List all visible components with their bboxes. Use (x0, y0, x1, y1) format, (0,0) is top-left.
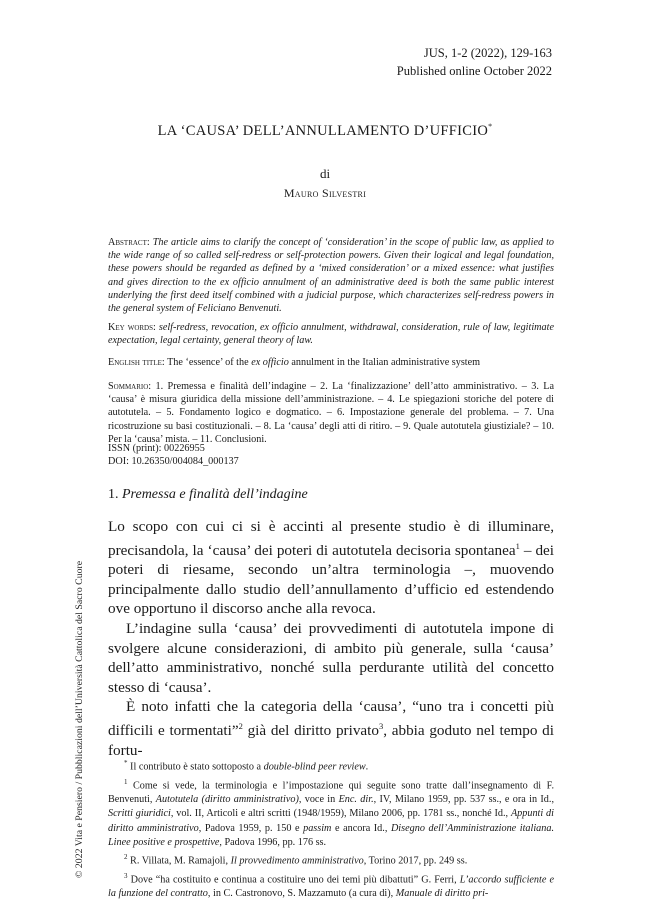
footnote-ref: 3 (378, 721, 384, 731)
footnote (108, 756, 554, 775)
title-footnote-mark: * (488, 122, 493, 131)
footnote-emphasis: Il provvedimento amministrativo (230, 855, 364, 867)
copyright-sidebar: © 2022 Vita e Pensiero / Pubblicazioni dell’Università Cattolica del Sacro Cuore (74, 560, 85, 878)
footnote-text: , Padova 1996, pp. 176 ss. (219, 836, 327, 848)
footnote-emphasis: Autotutela (diritto amministrativo) (155, 794, 299, 806)
publication-date: Published online October 2022 (396, 64, 552, 78)
journal-citation: JUS, 1-2 (2022), 129-163 (423, 46, 552, 60)
english-title-label: English title: (108, 357, 165, 368)
footnote-mark: 1 (124, 777, 128, 786)
author-name: Mauro Silvestri (283, 186, 367, 200)
footnote (108, 775, 554, 850)
footnote-text: , Torino 2017, pp. 249 ss. (363, 855, 468, 867)
paragraph (108, 517, 554, 619)
english-title (108, 356, 554, 369)
footnote-mark: 2 (124, 853, 128, 861)
footnote-text: Dove “ha costituito e continua a costituire uno dei temi più dibattuti” G. Ferri, (127, 873, 460, 885)
footnote-emphasis: Scritti giuridici (108, 808, 171, 820)
english-title-em: ex officio (251, 357, 289, 368)
footnote-text: Il contributo è stato sottoposto a (127, 761, 264, 773)
paragraph-3-part-b: già del diritto privato (242, 722, 379, 740)
abstract-label: Abstract: (108, 237, 150, 248)
footnote-ref: 2 (238, 721, 243, 731)
paragraph: L’indagine sulla ‘causa’ dei provvedimenti di autotutela impone di svolgere alcune considerazioni, di ambito più generale, sulla ‘causa’ dell’atto amministrativo, nonché sulla perdurante utilità del concetto stesso di ‘causa’. (108, 620, 554, 696)
footnote-mark: * (124, 759, 128, 767)
article-title (0, 122, 650, 140)
english-title-pre: The ‘essence’ of the (167, 357, 249, 368)
footnote-emphasis: Appunti di diritto amministrativo (108, 808, 554, 834)
footnote (108, 869, 554, 902)
sommario-label: Sommario: (108, 381, 152, 392)
keywords (108, 321, 554, 347)
paragraph-3-part-a: È noto infatti che la categoria della ‘causa’, “uno tra i concetti più difficili e tormentati” (108, 698, 554, 740)
footnote-text: Come si vede, la terminologia e l’impostazione qui seguite sono tratte dall’insegnamento di F. Benvenuti, (108, 779, 554, 806)
paragraph (108, 697, 554, 760)
abstract (108, 236, 554, 315)
footnote-emphasis: passim (303, 822, 332, 834)
footnote-text: e ancora Id., (331, 822, 391, 834)
keywords-label: Key words: (108, 322, 156, 333)
footnote-ref: 1 (515, 540, 520, 551)
abstract-text: The article aims to clarify the concept of ‘consideration’ in the scope of public law, as applied to the wide range of so called self-redress or self-protection powers. Given their logical and legal foundation, these powers should be regarded as defined by a ‘mixed consideration’ or a mixed essence: what justifies and gives direction to the ex officio annulment of an administrative deed is both the same public interest underlying the first deed itself combined with a judicial purpose, which characterizes self-redress powers in the general system of Feliciano Benvenuti. (108, 237, 554, 315)
paragraph-1-part-b: – dei poteri di riesame, secondo un’altra terminologia –, muovendo principalmente dallo studio dell’annullamento d’ufficio ed estendendo ove opportuno il discorso anche alla revoca. (108, 541, 554, 618)
footnote-text: , Padova 1959, p. 150 e (198, 822, 304, 834)
paragraph-3-part-c: , abbia goduto nel tempo di fortu- (108, 722, 554, 759)
footnote-emphasis: Disegno dell’Amministrazione italiana. Linee positive e prospettive (108, 822, 555, 848)
footnote-text: , vol. II, Articoli e altri scritti (1948/1959), Milano 2006, pp. 1781 ss., nonché Id., (170, 808, 511, 820)
article-title-text: LA ‘CAUSA’ DELL’ANNULLAMENTO D’UFFICIO (157, 122, 489, 139)
footnote-emphasis: L’accordo sufficiente e la funzione del contratto (108, 873, 554, 900)
footnote-text: , in C. Castronovo, S. Mazzamuto (a cura di), (207, 888, 396, 900)
section-title: Premessa e finalità dell’indagine (122, 487, 308, 502)
doi: DOI: 10.26350/004084_000137 (108, 456, 239, 467)
footnote (108, 850, 554, 869)
keywords-text: self-redress, revocation, ex officio annulment, withdrawal, consideration, rule of law, legitimate expectation, legal certainty, general theory of law. (108, 322, 554, 347)
english-title-post: annulment in the Italian administrative system (291, 357, 481, 368)
journal-header (397, 44, 552, 80)
footnotes (108, 756, 554, 901)
footnote-text: , IV, Milano 1959, pp. 537 ss., e ora in Id., (373, 794, 554, 806)
footnote-emphasis: Manuale di diritto pri- (395, 888, 489, 900)
footnote-emphasis: double-blind peer review (263, 761, 366, 773)
issn: ISSN (print): 00226955 (108, 443, 205, 454)
body-text (108, 517, 554, 760)
footnote-mark: 3 (124, 871, 128, 880)
paragraph-1-part-a: Lo scopo con cui ci si è accinti al presente studio è di illuminare, precisandola, la ‘causa’ dei poteri di autotutela decisoria spontanea (108, 518, 554, 559)
footnote-text: R. Villata, M. Ramajoli, (127, 855, 231, 867)
section-number: 1. (108, 487, 119, 502)
byline-di: di (319, 166, 331, 181)
footnote-emphasis: Enc. dir. (338, 794, 374, 806)
footnote-text: . (365, 761, 369, 773)
footnote-text: , voce in (298, 794, 339, 806)
sommario-text: 1. Premessa e finalità dell’indagine – 2. La ‘finalizzazione’ dell’atto amministrativo. – 3. La ‘causa’ è misura giuridica della missione dell’amministrazione. – 4. Le spiegazioni storiche del potere di autotutela. – 5. Fondamento logico e dogmatico. – 6. Impostazione generale del problema. – 7. Una ricostruzione su basi costituzionali. – 8. La ‘causa’ degli atti di ritiro. – 9. Quale autotutela giustiziale? – 10. Per la ‘causa’ mista. – 11. Conclusioni. (108, 381, 555, 445)
sommario (108, 380, 554, 446)
section-heading (108, 487, 308, 503)
identifiers (108, 442, 239, 468)
